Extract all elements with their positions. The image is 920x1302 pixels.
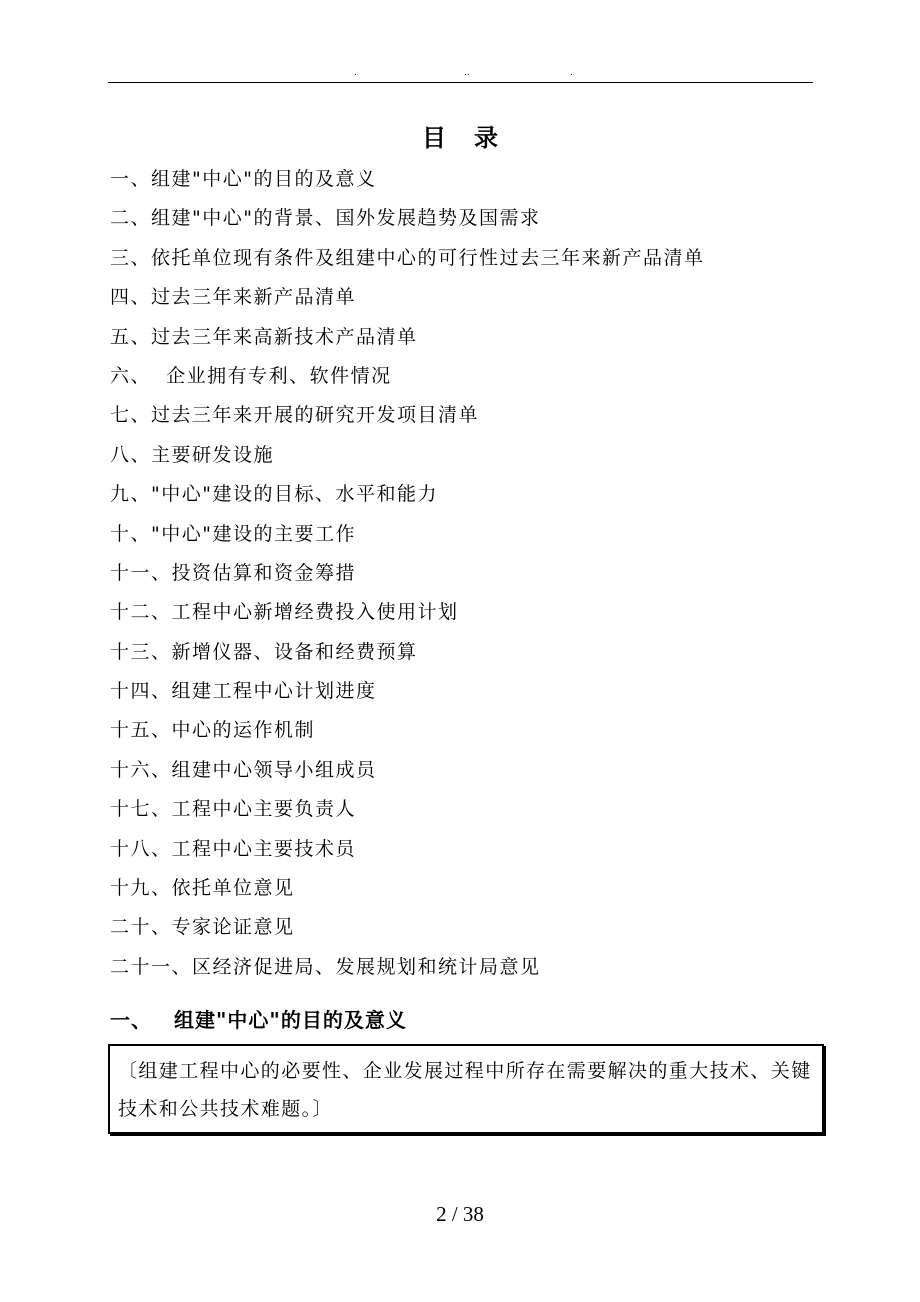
toc-item[interactable]: 七、过去三年来开展的研究开发项目清单	[110, 404, 480, 427]
note-text: 〔组建工程中心的必要性、企业发展过程中所存在需要解决的重大技术、关键技术和公共技术难题。〕	[118, 1060, 812, 1120]
toc-item[interactable]: 二十、专家论证意见	[110, 916, 295, 939]
toc-item[interactable]: 二十一、区经济促进局、发展规划和统计局意见	[110, 955, 541, 978]
toc-item[interactable]: 十八、工程中心主要技术员	[110, 837, 357, 860]
toc-title: 目录	[422, 124, 526, 152]
section-title: 组建"中心"的目的及意义	[174, 1008, 407, 1032]
toc-item[interactable]: 八、主要研发设施	[110, 443, 275, 466]
toc-item[interactable]: 十一、投资估算和资金筹措	[110, 561, 357, 584]
header-rule	[108, 82, 813, 83]
toc-item[interactable]: 三、依托单位现有条件及组建中心的可行性过去三年来新产品清单	[110, 246, 705, 269]
toc-item[interactable]: 五、过去三年来高新技术产品清单	[110, 325, 418, 348]
toc-item[interactable]: 十二、工程中心新增经费投入使用计划	[110, 601, 459, 624]
toc-item[interactable]: 十三、新增仪器、设备和经费预算	[110, 640, 418, 663]
toc-item[interactable]: 四、过去三年来新产品清单	[110, 286, 357, 309]
note-box	[108, 1044, 824, 1134]
toc-item[interactable]: 十五、中心的运作机制	[110, 719, 316, 742]
toc-item[interactable]: 二、组建"中心"的背景、国外发展趋势及国需求	[110, 207, 541, 230]
header-dot-2: ..	[464, 68, 470, 78]
toc-item[interactable]: 十九、依托单位意见	[110, 877, 295, 900]
toc-item[interactable]: 十、"中心"建设的主要工作	[110, 522, 356, 545]
toc-item[interactable]: 十七、工程中心主要负责人	[110, 798, 357, 821]
header-dot-3: .	[570, 68, 573, 78]
section-number: 一、	[110, 1008, 152, 1032]
toc-list	[110, 160, 810, 987]
toc-item[interactable]: 六、 企业拥有专利、软件情况	[110, 364, 392, 387]
toc-item[interactable]: 十六、组建中心领导小组成员	[110, 758, 377, 781]
page-number: 2 / 38	[436, 1202, 484, 1226]
header-dot-1: .	[354, 68, 357, 78]
page-header-marks	[108, 66, 812, 80]
toc-item[interactable]: 九、"中心"建设的目标、水平和能力	[110, 483, 438, 506]
section-heading	[110, 1000, 810, 1040]
toc-item[interactable]: 一、组建"中心"的目的及意义	[110, 168, 377, 190]
toc-item[interactable]: 十四、组建工程中心计划进度	[110, 680, 377, 703]
